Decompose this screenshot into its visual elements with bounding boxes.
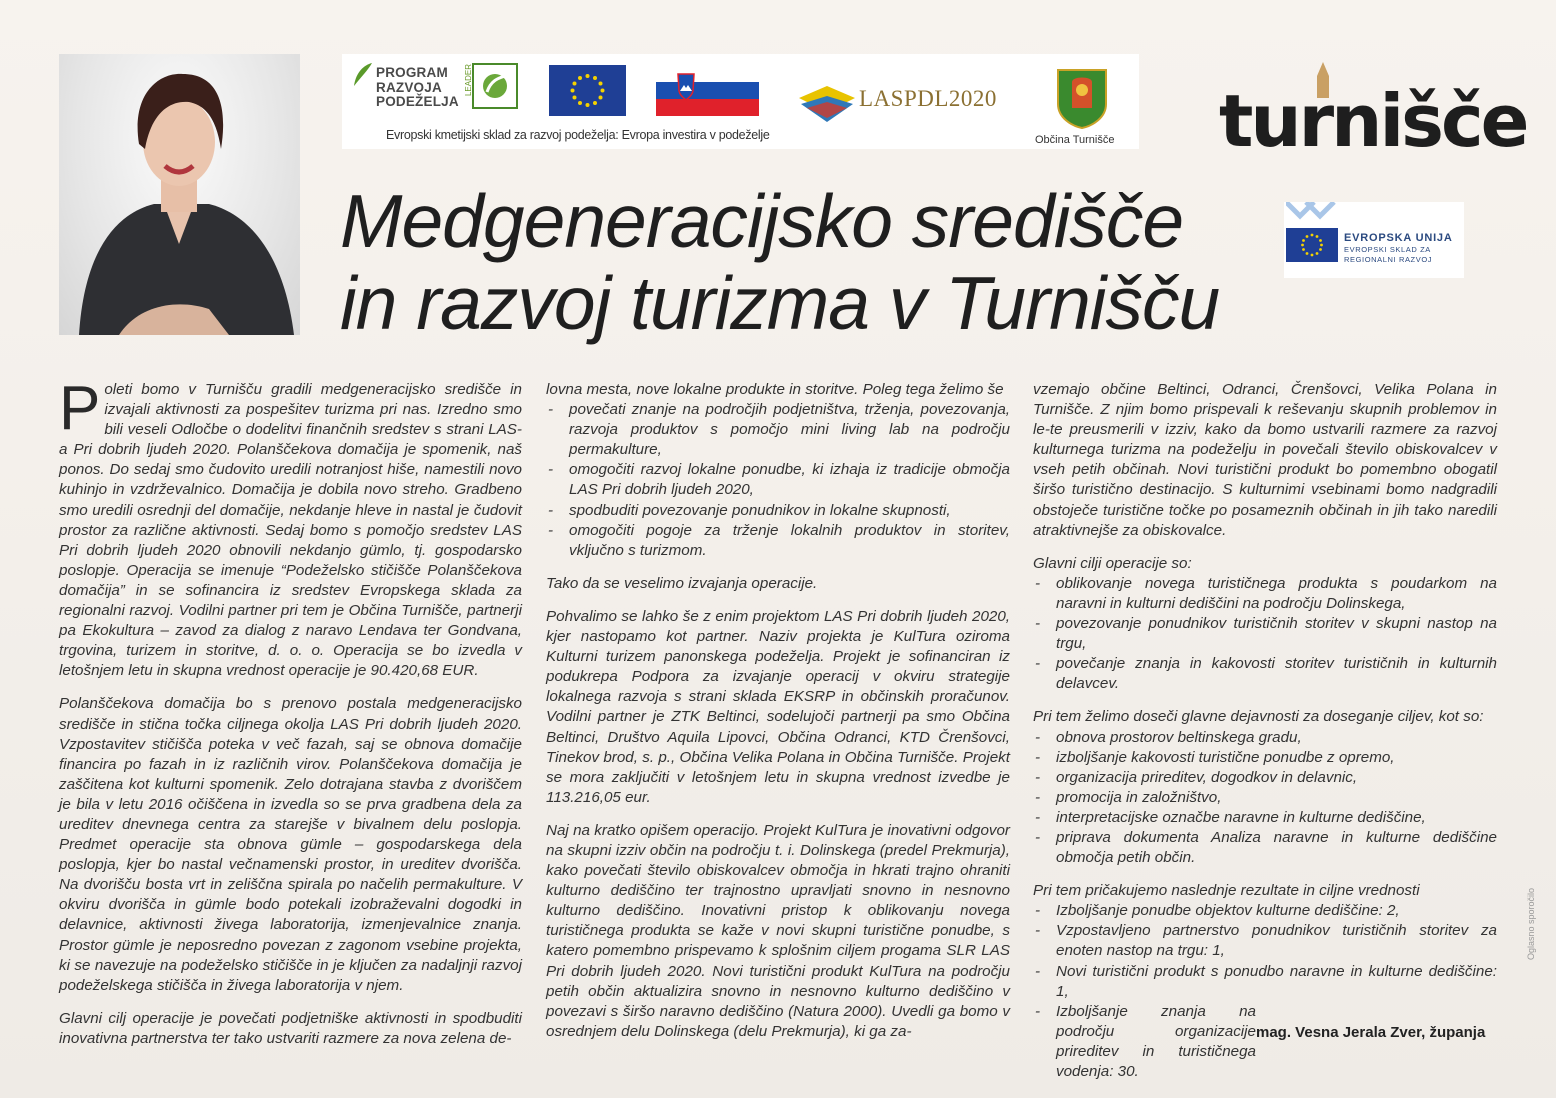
list-item: - priprava dokumenta Analiza naravne in kulturne dediščine območja petih občin. xyxy=(1033,828,1497,868)
las-label: LASPDL2020 xyxy=(859,86,997,111)
drop-cap: P xyxy=(59,374,101,443)
paragraph: Naj na kratko opišem operacijo. Projekt KulTura je inovativni odgovor na skupni izziv občin na področju t. i. Dolinskega (predel Prekmurja), kako povečati število obiskovalcev območja in hkrati trajno ohraniti kulturno dediščino ter trajnostno upravljati snovno in nesnovno kulturno dediščino. Inovativni pristop k oblikovanju novega turističnega produkta se kaže v novi skupni turistične ponudbe, s katero pomembno prispevamo k splošnim ciljem progama SLR LAS Pri dobrih ljudeh 2020. Novi turistični produkt KulTura na področju petih občin aktualizira snovno in nesnovno kulturno dediščino v povezavi s širšo naravno dediščino (Natura 2000). Uvedli ga bomo v osrednjem delu Dolinskega (delu Prekmurja), ki ga za- xyxy=(546,821,1010,1040)
program-label: PROGRAM RAZVOJA PODEŽELJA xyxy=(376,65,459,109)
leader-logo xyxy=(459,62,521,112)
paragraph: Poleti bomo v Turnišču gradili medgeneracijsko središče in izvajali aktivnosti za pospešitev turizma pri nas. Izredno smo bili veseli Odločbe o dodelitvi finančnih sredstev s strani LAS-a Pri dobrih ljudeh 2020. Polanščekova domačija je spomenik, naš ponos. Do sedaj smo čudovito uredili notranjost hiše, namestili novo kuhinjo in vzdrževalnico. Domačija je dobila novo streho. Gradbeno smo uredili osrednji del domačije, nekdanje hleve in nastal je čudovit prostor za različne aktivnosti. Sedaj bomo s pomočjo sredstev LAS Pri dobrih ljudeh 2020 obnovili nekdanjo gümlo, tj. gospodarsko poslopje. Operacija se imenuje “Podeželsko stičišče Polanščekova domačija” in se sofinancira iz sredstev Evropskega sklada za regionalni razvoj. Vodilni partner pri tem je Občina Turnišče, partnerji pa Ekokultura – zavod za dialog z naravo Lendava ter Gondvana, trgovina, turizem in storitve, d. o. o. Operacija se bo izvedla v letošnjem letu in skupna vrednost operacije je 90.420,68 EUR. xyxy=(59,374,522,680)
turnisce-crest-icon xyxy=(1056,68,1108,130)
portrait-photo xyxy=(59,54,300,335)
paragraph: Glavni cilj operacije je povečati podjetniške aktivnosti in spodbuditi inovativna partnerstva ter tako ustvariti razmere za nova zelena de- xyxy=(59,1009,522,1047)
list-item: - povezovanje ponudnikov turističnih storitev v skupni nastop na trgu, xyxy=(1033,614,1497,654)
list-item: - oblikovanje novega turističnega produkta s poudarkom na naravni in kulturni dediščini na področju Dolinskega, xyxy=(1033,574,1497,614)
slovenia-flag-icon xyxy=(656,65,759,116)
list-item: - Izboljšanje ponudbe objektov kulturne dediščine: 2, xyxy=(1033,901,1497,921)
list-item: - omogočiti razvoj lokalne ponudbe, ki izhaja iz tradicije območja LAS Pri dobrih ljudeh 2020, xyxy=(546,460,1010,500)
paragraph: Polanščekova domačija bo s prenovo postala medgeneracijsko središče in stična točka ciljnega okolja LAS Pri dobrih ljudeh 2020. Vzpostavitev stičišča poteka v več fazah, saj se obnova domačije financira po fazah in iz različnih virov. Polanščekova domačija je zaščitena kot kulturni spomenik. Zelo dotrajana stavba z dvoriščem je bila v letu 2016 očiščena in izvedla so se prva gradbena dela za ureditev dnevnega centra za starejše v bivalnem delu poslopja. Predmet operacije sta obnova gümle – gospodarskega dela poslopja, kjer bo nastal večnamenski prostor, in ureditev dvorišča. Na dvorišču bosta vrt in zeliščna spirala po načelih permakulture. V okviru dvorišča in gümle bodo potekali izobraževalni dogodki in delavnice, aktivnosti živega laboratorija, izmenjevalnice znanja. Prostor gümle je neposredno povezan z zagonom vsebine projekta, ki se navezuje na podeželsko stičišče in je ključen za nadaljnji razvoj podeželskega stičišča in živega laboratorija v njem. xyxy=(59,695,522,994)
leader-label: LEADER xyxy=(464,64,473,97)
las-pdl-logo xyxy=(797,78,1037,138)
fund-label: Evropski kmetijski sklad za razvoj podeželja: Evropa investira v podeželje xyxy=(386,128,770,142)
article-column-2 xyxy=(546,380,1010,1055)
article-column-1 xyxy=(59,374,522,1062)
list-item: - povečati znanje na področjih podjetništva, trženja, povezovanja, razvoja produktov s pomočjo mini living lab na področju permakulture, xyxy=(546,400,1010,460)
paragraph: vzemajo občine Beltinci, Odranci, Črenšovci, Velika Polana in Turnišče. Z njim bomo prispevali k reševanju skupnih problemov in le-te preusmerili v izziv, kako da bomo ustvarili razmere za razvoj kulturnega turizma na podeželju in povečali število obiskovalcev v vseh petih občinah. Novi turistični produkt bo pomembno obogatil širšo turistično destinacijo. S kulturnimi vsebinami bomo nadgradili obstoječe turistične točke po posameznih občinah in jih tako naredili atraktivnejše za obiskovalce. xyxy=(1033,381,1497,539)
turnisce-label: turnišče xyxy=(1219,79,1527,163)
eu-erdf-logo xyxy=(1284,202,1464,278)
list-item: - Novi turistični produkt s ponudbo naravne in kulturne dediščine: 1, xyxy=(1033,962,1497,1002)
eu-flag-icon xyxy=(549,65,626,116)
list-item: - spodbuditi povezovanje ponudnikov in lokalne skupnosti, xyxy=(546,501,1010,521)
paragraph: Pohvalimo se lahko še z enim projektom LAS Pri dobrih ljudeh 2020, kjer nastopamo kot partner. Naziv projekta je KulTura oziroma Kulturni turizem panonskega podeželja. Projekt je sofinanciran iz podukrepa Podpora za izvajanje operacij v okviru strategije lokalnega razvoja s strani sklada EKSRP in občinskih proračunov. Vodilni partner je ZTK Beltinci, sodelujoči partnerji pa smo Občina Beltinci, Društvo Aquila Lipovci, Občina Odranci, KTD Črenšovci, Tinekov brod, s. p., Občina Velika Polana in Občina Turnišče. Projekt se mora zaključiti v letošnjem letu in skupna vrednost izvedbe je 113.216,05 eur. xyxy=(546,607,1010,806)
author-signature: mag. Vesna Jerala Zver, županja xyxy=(1256,1024,1486,1041)
list-item: - promocija in založništvo, xyxy=(1033,788,1497,808)
list-heading: Pri tem pričakujemo naslednje rezultate in ciljne vrednosti xyxy=(1033,882,1420,900)
advertisement-note: Oglasno sporočilo xyxy=(1526,887,1536,960)
main-goals-list xyxy=(1033,574,1497,695)
list-item: - Vzpostavljeno partnerstvo ponudnikov turističnih storitev za enoten nastop na trgu: 1, xyxy=(1033,921,1497,961)
eu-title: EVROPSKA UNIJA xyxy=(1344,232,1453,244)
list-heading: Pri tem želimo doseči glavne dejavnosti za doseganje ciljev, kot so: xyxy=(1033,708,1484,726)
paragraph: Tako da se veselimo izvajanja operacije. xyxy=(546,574,818,592)
paragraph: lovna mesta, nove lokalne produkte in storitve. Poleg tega želimo še xyxy=(546,381,1004,398)
list-item: - Izboljšanje znanja na področju organizacije prireditev in turističnega vodenja: 30. xyxy=(1033,1002,1256,1082)
title-line-2: in razvoj turizma v Turnišču xyxy=(340,261,1220,345)
eu-subtitle: EVROPSKI SKLAD ZA REGIONALNI RAZVOJ xyxy=(1344,245,1433,264)
article-column-3 xyxy=(1033,380,1497,1095)
activities-list xyxy=(1033,728,1497,869)
list-item: - omogočiti pogoje za trženje lokalnih produktov in storitev, vključno s turizmom. xyxy=(546,521,1010,561)
goals-list xyxy=(546,400,1010,561)
list-item: - interpretacijske označbe naravne in kulturne dediščine, xyxy=(1033,808,1497,828)
list-item: - organizacija prireditev, dogodkov in delavnic, xyxy=(1033,768,1497,788)
title-line-1: Medgeneracijsko središče xyxy=(340,179,1184,263)
turnisce-logo xyxy=(1217,62,1527,172)
list-item: - povečanje znanja in kakovosti storitev turističnih in kulturnih delavcev. xyxy=(1033,654,1497,694)
results-list xyxy=(1033,901,1497,1082)
leaf-icon xyxy=(350,60,374,90)
article-title xyxy=(340,180,1300,344)
list-item: - obnova prostorov beltinskega gradu, xyxy=(1033,728,1497,748)
list-item: - izboljšanje kakovosti turistične ponudbe z opremo, xyxy=(1033,748,1497,768)
program-razvoja-logo xyxy=(350,58,470,122)
list-heading: Glavni cilji operacije so: xyxy=(1033,554,1192,572)
sponsor-logo-bar xyxy=(342,54,1139,149)
las-hills-icon xyxy=(797,78,859,128)
municipality-label: Občina Turnišče xyxy=(1035,134,1115,146)
